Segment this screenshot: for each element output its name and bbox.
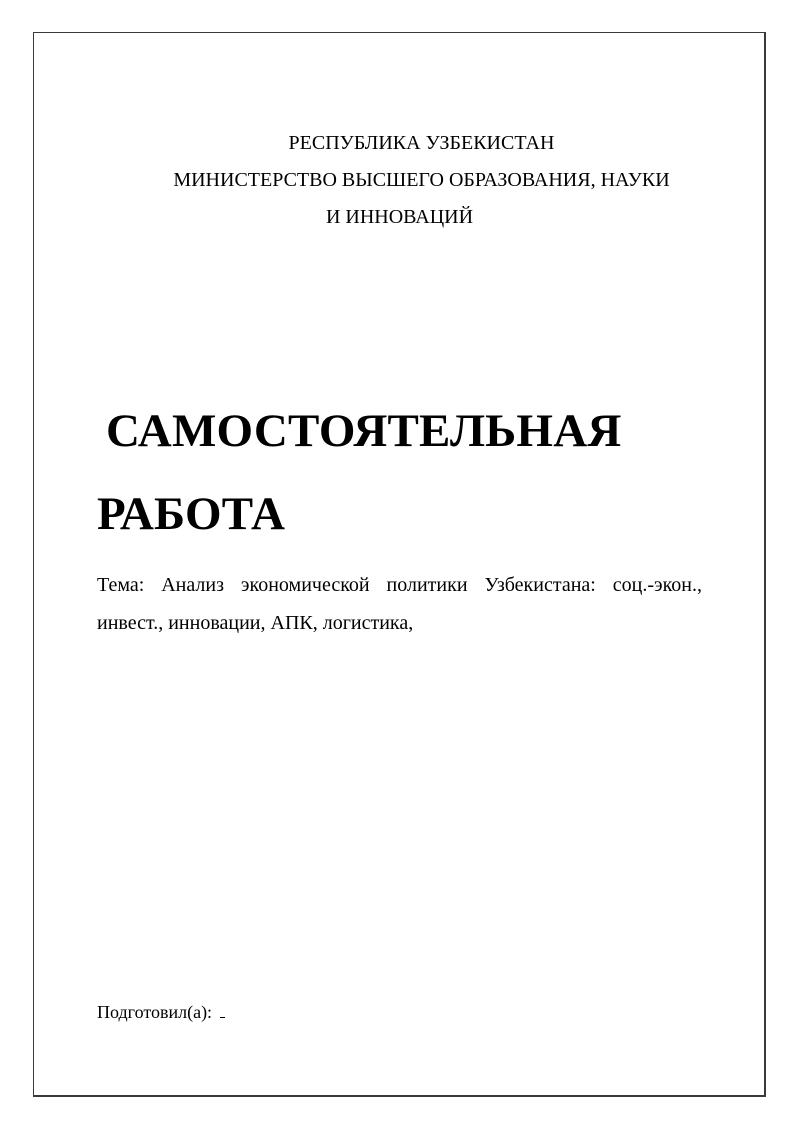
prepared-by [97,1001,225,1023]
prepared-by-blank-field [220,1001,225,1018]
topic-line2: инвест., инновации, АПК, логистика, [97,612,414,634]
ministry-name-line1: МИНИСТЕРСТВО ВЫСШЕГО ОБРАЗОВАНИЯ, НАУКИ [173,169,670,191]
document-title-line2: РАБОТА [97,488,286,540]
republic-name: РЕСПУБЛИКА УЗБЕКИСТАН [288,132,555,154]
topic-paragraph [97,566,702,642]
ministry-name-line2: И ИННОВАЦИЙ [325,206,474,228]
document-title-line1: САМОСТОЯТЕЛЬНАЯ [106,405,622,457]
prepared-by-label: Подготовил(а): [97,1002,213,1022]
topic-line1: Тема: Анализ экономической политики Узбекистана: соц.-экон., [97,574,702,596]
